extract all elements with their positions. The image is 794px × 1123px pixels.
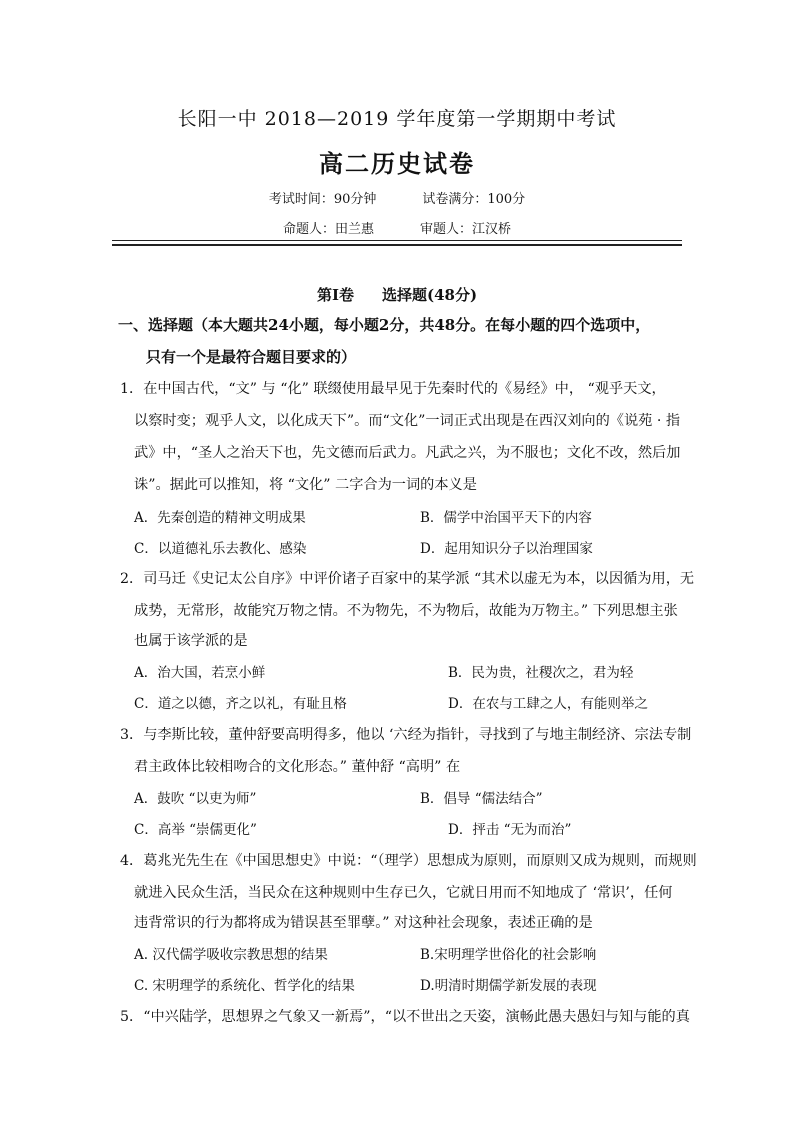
exam-title: 高二历史试卷 [319,149,475,178]
question-2-line-2: 成势，无常形，故能究万物之情。不为物先，不为物后，故能为万物主。” 下列思想主张 [134,603,678,619]
question-1-line-2: 以察时变；观乎人文，以化成天下”。而“文化”一词正式出现是在西汉刘向的《说苑 · 指 [134,413,681,429]
question-3-option-c: C．高举 “崇儒更化” [134,822,257,838]
question-3-line-1: 3．与李斯比较，董仲舒要高明得多，他以 ‘六经为指针，寻找到了与地主制经济、宗法专制 [120,727,692,743]
question-4-option-b: B.宋明理学世俗化的社会影响 [420,947,597,963]
question-4-option-c: C. 宋明理学的系统化、哲学化的结果 [134,978,355,994]
full-score: 试卷满分：100分 [422,192,526,207]
question-1-option-b: B．儒学中治国平天下的内容 [420,510,592,526]
question-1-option-d: D．起用知识分子以治理国家 [420,541,593,557]
question-4-line-1: 4．葛兆光先生在《中国思想史》中说：“（理学）思想成为原则，而原则又成为规则，而规则 [120,853,697,869]
question-1-line-1: 1．在中国古代，“文” 与 “化” 联缀使用最早见于先秦时代的《易经》中， “观乎天文， [120,381,666,397]
question-4-option-a: A. 汉代儒学吸收宗教思想的结果 [134,947,328,963]
question-2-option-a: A．治大国，若烹小鲜 [134,665,266,681]
question-4-line-3: 违背常识的行为都将成为错误甚至罪孽。” 对这种社会现象，表述正确的是 [134,915,593,931]
header-divider-thick [112,244,682,246]
section-instruction-line1: 一、选择题（本大题共24小题，每小题2分，共48分。在每小题的四个选项中， [118,316,651,334]
question-3-option-b: B．倡导 “儒法结合” [420,791,543,807]
part-name: 选择题(48分) [381,286,478,304]
question-1-line-3: 武》中，“圣人之治天下也，先文德而后武力。凡武之兴，为不服也；文化不改，然后加 [134,445,681,461]
question-3-option-a: A．鼓吹 “以吏为师” [134,791,257,807]
question-5-line-1: 5．“中兴陆学，思想界之气象又一新焉”，“以不世出之天姿，演畅此愚夫愚妇与知与能的真 [120,1009,690,1025]
question-2-option-d: D．在农与工肆之人，有能则举之 [448,696,648,712]
exam-meta-time-score [0,188,794,207]
header-divider-thin [112,240,682,241]
part-label: 第Ⅰ卷 [316,286,354,304]
question-2-option-b: B．民为贵，社稷次之，君为轻 [448,665,634,681]
section-instruction-line2: 只有一个是最符合题目要求的） [146,348,357,366]
reviewer: 审题人：江汉桥 [420,222,512,237]
author: 命题人：田兰惠 [282,222,374,237]
question-2-line-3: 也属于该学派的是 [134,633,248,649]
exam-meta-authors [0,218,794,237]
question-4-option-d: D.明清时期儒学新发展的表现 [420,978,597,994]
question-1-option-c: C．以道德礼乐去教化、感染 [134,541,307,557]
question-2-option-c: C．道之以德，齐之以礼，有耻且格 [134,696,347,712]
part-heading [0,284,794,305]
question-4-line-2: 就进入民众生活，当民众在这种规则中生存已久，它就日用而不知地成了 ‘常识’，任何 [134,885,673,901]
question-2-line-1: 2．司马迁《史记太公自序》中评价诸子百家中的某学派 “其术以虚无为本，以因循为用，无 [120,571,695,587]
question-1-option-a: A．先秦创造的精神文明成果 [134,510,306,526]
question-1-line-4: 诛”。据此可以推知，将 “文化” 二字合为一词的本义是 [134,477,477,493]
question-3-option-d: D．抨击 “无为而治” [448,822,572,838]
question-3-line-2: 君主政体比较相吻合的文化形态。” 董仲舒 “高明” 在 [134,759,461,775]
exam-time: 考试时间：90分钟 [268,192,377,207]
school-title: 长阳一中 2018—2019 学年度第一学期期中考试 [177,108,617,130]
